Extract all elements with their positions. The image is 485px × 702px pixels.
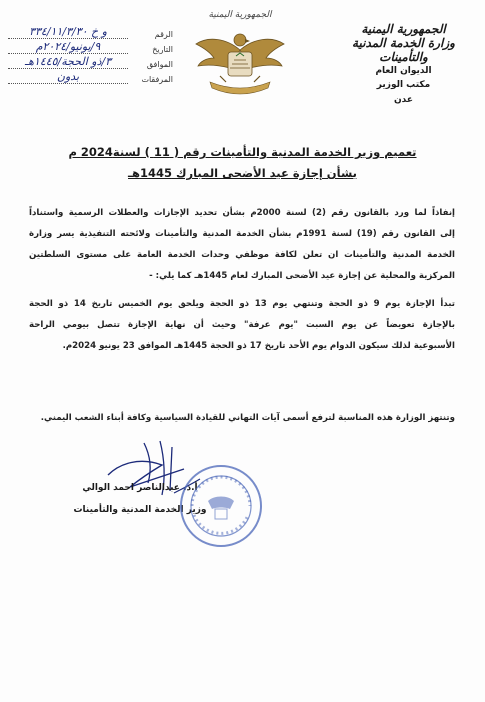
- paragraph-holiday-dates: [29, 294, 455, 357]
- organization-header: [336, 22, 471, 107]
- text-line: تبدأ الإجازة يوم 9 ذو الحجة وتنتهي يوم 13 ذو الحجة ويلحق يوم الخميس تاريخ 14 ذو الحجة: [29, 299, 455, 309]
- emblem-caption: الجمهورية اليمنية: [208, 10, 272, 20]
- org-city: عدن: [393, 95, 414, 105]
- ref-date-label: التاريخ: [152, 45, 173, 54]
- text-line: بالإجازة تعويضاً عن يوم السبت "يوم عرفة" وحيث أن نهاية الإجازة تتصل بيومي الراحة: [29, 320, 455, 330]
- paragraph-congratulations: [29, 408, 455, 429]
- reference-fields: [8, 24, 173, 84]
- signatory-title: وزير الخدمة المدنية والتأمينات: [73, 505, 207, 515]
- ref-number-value: و خ ٣٣٤/١١/٣/٣٠: [8, 25, 128, 39]
- text-line: وتنتهز الوزارة هذه المناسبة لترفع أسمى آيات التهاني للقيادة السياسية وكافة أبناء الشعب اليمني.: [40, 413, 455, 423]
- eagle-emblem-icon: [190, 22, 290, 104]
- text-line: الخدمة المدنية والتأمينات ان تعلن لكافة موظفي وحدات الخدمة العامة على مستوى السلطتين: [29, 250, 455, 260]
- official-stamp: [178, 463, 264, 549]
- national-emblem: [190, 10, 290, 110]
- circular-title: تعميم وزير الخدمة المدنية والتأمينات رقم ( 11 ) لسنة2024 م: [68, 145, 417, 159]
- ref-attachments-value: بدون: [8, 70, 128, 84]
- paragraph-legal-basis: [29, 203, 455, 287]
- ref-hijri-value: ٣/ذو الحجة/١٤٤٥هـ: [8, 55, 128, 69]
- ref-number-row: [8, 24, 173, 39]
- ref-date-value: ٩/يونيو/٢٠٢٤م: [8, 40, 128, 54]
- ref-hijri-row: [8, 54, 173, 69]
- org-country: الجمهورية اليمنية: [361, 22, 446, 36]
- org-ministry: وزارة الخدمة المدنية والتأمينات: [352, 36, 455, 64]
- ref-attachments-label: المرفقات: [141, 75, 173, 84]
- ref-date-row: [8, 39, 173, 54]
- ref-number-label: الرقم: [154, 30, 173, 39]
- org-office: الديوان العام: [375, 66, 432, 76]
- text-line: إلى القانون رقم (19) لسنة 1991م بشأن الخدمة المدنية والتأمينات ولائحته التنفيذية يسر وزارة: [29, 229, 455, 239]
- org-minister-office: مكتب الوزير: [376, 80, 431, 90]
- text-line: إنفاذاً لما ورد بالقانون رقم (2) لسنة 2000م بشأن تحديد الإجازات والعطلات الرسمية واستناداً: [29, 208, 455, 218]
- circular-subject: بشأن إجازة عيد الأضحى المبارك 1445هـ: [128, 166, 357, 180]
- signatory-name: أ.د. عبدالناصر احمد الوالي: [82, 483, 198, 493]
- ref-hijri-label: الموافق: [146, 60, 173, 69]
- ref-attachments-row: [8, 69, 173, 84]
- text-line: المركزية والمحلية عن إجازة عيد الأضحى المبارك لعام 1445هـ كما يلي: -: [149, 271, 455, 281]
- text-line: الأسبوعية لذلك سيكون الدوام يوم الأحد تاريخ 17 ذو الحجة 1445هـ الموافق 23 يونيو 2024م.: [62, 341, 455, 351]
